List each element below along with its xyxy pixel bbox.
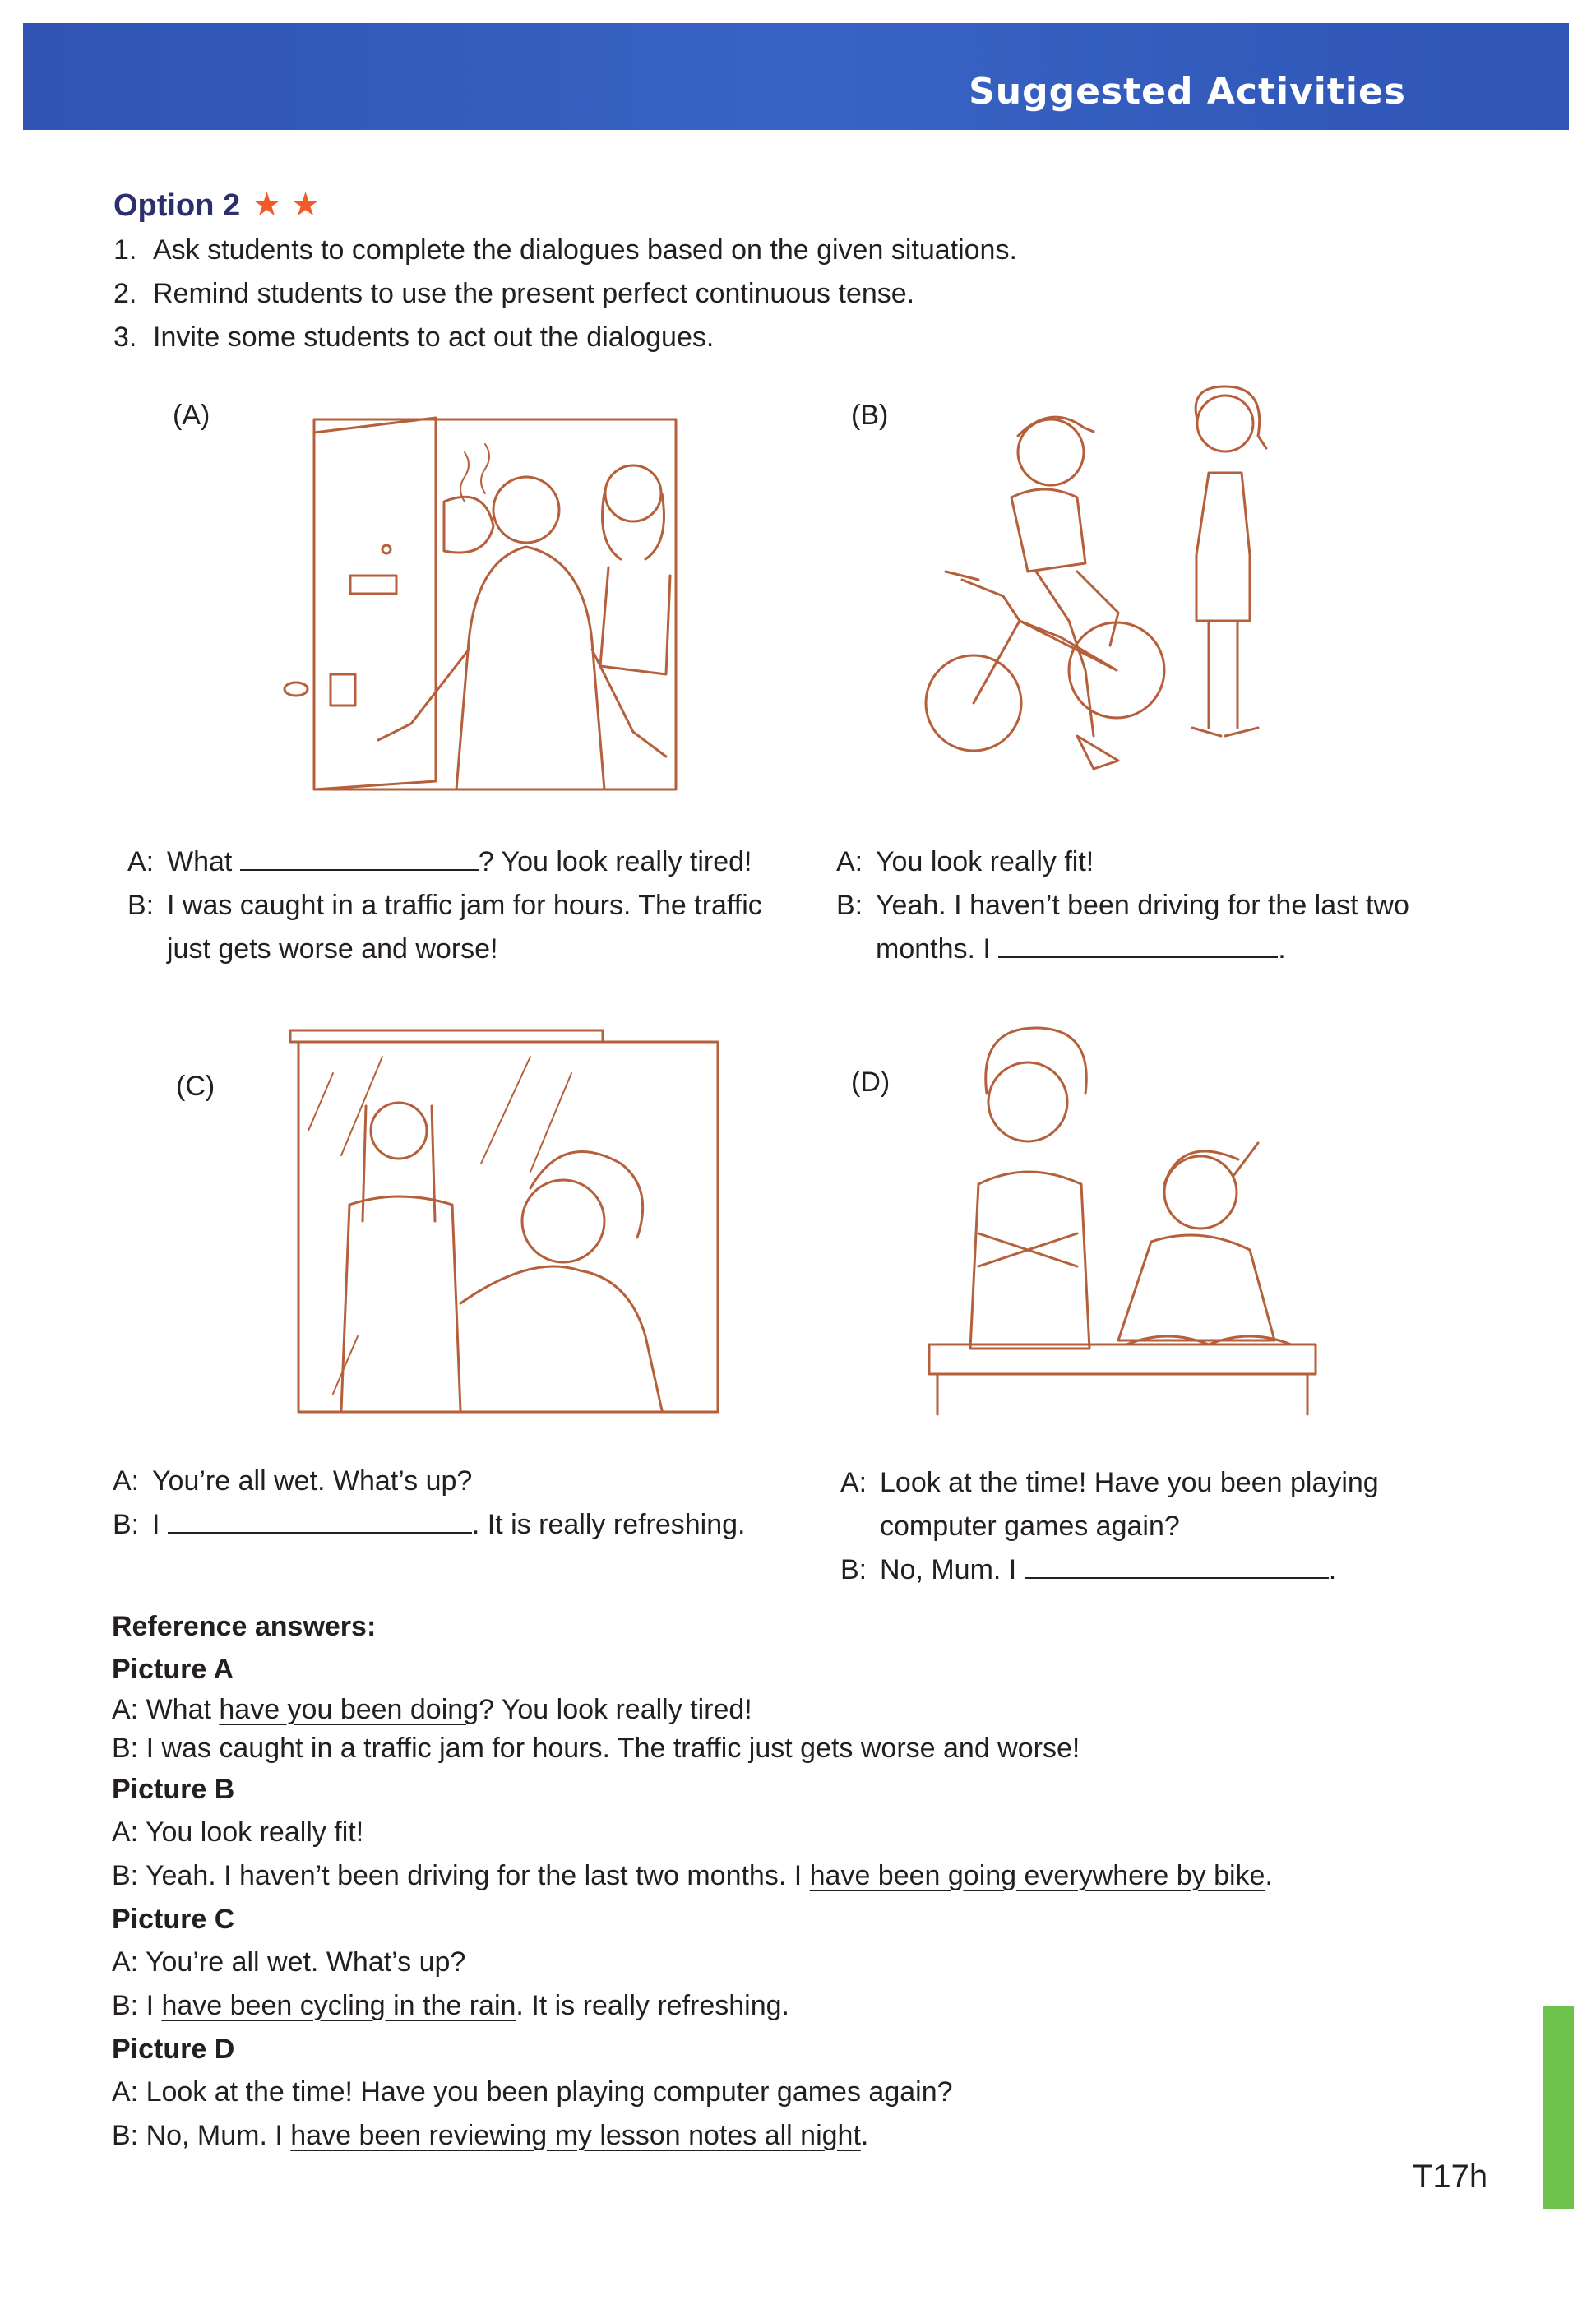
wet-hair: [363, 1106, 435, 1221]
wet-person-body: [341, 1196, 460, 1410]
answer-blank[interactable]: [1025, 1553, 1329, 1579]
option-title: [113, 186, 321, 224]
answer-blank[interactable]: [168, 1507, 472, 1534]
answer-line: B: I was caught in a traffic jam for hours. The traffic just gets worse and worse!: [112, 1733, 1080, 1764]
girl-head: [1197, 396, 1253, 451]
instruction-step: 3. Invite some students to act out the dialogues.: [113, 322, 715, 353]
doorframe: [314, 419, 676, 789]
man-arms: [378, 650, 666, 757]
mother-head: [522, 1180, 604, 1262]
side-tab-bar: [1543, 2006, 1574, 2209]
boy-body: [1011, 489, 1085, 572]
mother-body: [970, 1172, 1089, 1349]
boy-head: [1018, 419, 1084, 485]
girl-body: [1196, 473, 1250, 621]
girl-legs: [1209, 621, 1237, 728]
answer-text: have been going everywhere by bike: [809, 1860, 1265, 1891]
answer-line: B: Yeah. I haven’t been driving for the last two months. I have been going everywhere by bike.: [112, 1860, 1273, 1891]
picture-c-label: (C): [176, 1071, 215, 1102]
answer-text: have been reviewing my lesson notes all night: [290, 2120, 861, 2151]
dialogue-a: A: What ? You look really tired! B: I was caught in a traffic jam for hours. The traffic just gets worse and worse!: [127, 846, 762, 965]
mother-hair: [530, 1151, 643, 1238]
picture-d-heading: Picture D: [112, 2034, 235, 2065]
picture-b-heading: Picture B: [112, 1774, 235, 1805]
woman-body: [600, 567, 670, 674]
answer-line: B: I have been cycling in the rain. It is really refreshing.: [112, 1990, 789, 2021]
dialogue-c: A: You’re all wet. What’s up? B: I . It is really refreshing.: [113, 1465, 746, 1540]
boy-head: [1164, 1156, 1237, 1229]
picture-d-label: (D): [851, 1067, 891, 1098]
answer-line: A: You’re all wet. What’s up?: [112, 1946, 466, 1978]
picture-a-heading: Picture A: [112, 1654, 234, 1685]
reference-title: Reference answers:: [112, 1611, 377, 1642]
answer-text: have you been doing: [219, 1694, 479, 1725]
star-icon: ★ ★: [252, 187, 321, 223]
answer-blank[interactable]: [240, 845, 479, 871]
answer-line: A: Look at the time! Have you been playing computer games again?: [112, 2076, 953, 2108]
instruction-step: 1. Ask students to complete the dialogues based on the given situations.: [113, 234, 1017, 266]
bike-frame: [962, 580, 1117, 703]
crossed-arms: [978, 1233, 1077, 1266]
answer-line: A: What have you been doing? You look really tired!: [112, 1694, 752, 1725]
header-banner: [23, 23, 1569, 130]
answer-blank[interactable]: [998, 932, 1278, 958]
instruction-list: [113, 229, 1017, 359]
page-number: T17h: [1413, 2159, 1488, 2195]
reference-answers: [112, 1605, 1427, 2158]
section-title: Suggested Activities: [969, 71, 1406, 113]
steam: [460, 444, 489, 502]
man-head: [493, 477, 559, 543]
picture-c-heading: Picture C: [112, 1904, 235, 1935]
man-body: [456, 547, 604, 789]
wet-person-head: [371, 1103, 427, 1159]
woman-head: [605, 465, 661, 521]
open-door: [314, 418, 436, 789]
mother-curly-hair: [986, 1028, 1087, 1094]
picture-b-label: (B): [851, 400, 889, 431]
picture-d-illustration: [921, 1020, 1324, 1418]
instruction-step: 2. Remind students to use the present perfect continuous tense.: [113, 278, 915, 309]
teapot: [444, 497, 493, 553]
answer-line: A: You look really fit!: [112, 1816, 364, 1848]
dialogue-d: A: Look at the time! Have you been playing computer games again? B: No, Mum. I .: [840, 1467, 1379, 1585]
answer-line: B: No, Mum. I have been reviewing my lesson notes all night.: [112, 2120, 869, 2151]
mother-body: [460, 1266, 662, 1410]
answer-text: have been cycling in the rain: [161, 1990, 516, 2021]
option-label: Option 2: [113, 188, 241, 223]
picture-c-illustration: [284, 1024, 719, 1418]
doorway: [298, 1042, 718, 1412]
boy-legs: [1036, 572, 1118, 736]
picture-a-label: (A): [173, 400, 210, 431]
boy-body: [1118, 1235, 1274, 1340]
dialogue-b: A: You look really fit! B: Yeah. I haven’t been driving for the last two months. I .: [836, 846, 1409, 965]
picture-b-illustration: [913, 374, 1324, 802]
mother-head: [988, 1062, 1067, 1141]
picture-a-illustration: [280, 403, 707, 798]
